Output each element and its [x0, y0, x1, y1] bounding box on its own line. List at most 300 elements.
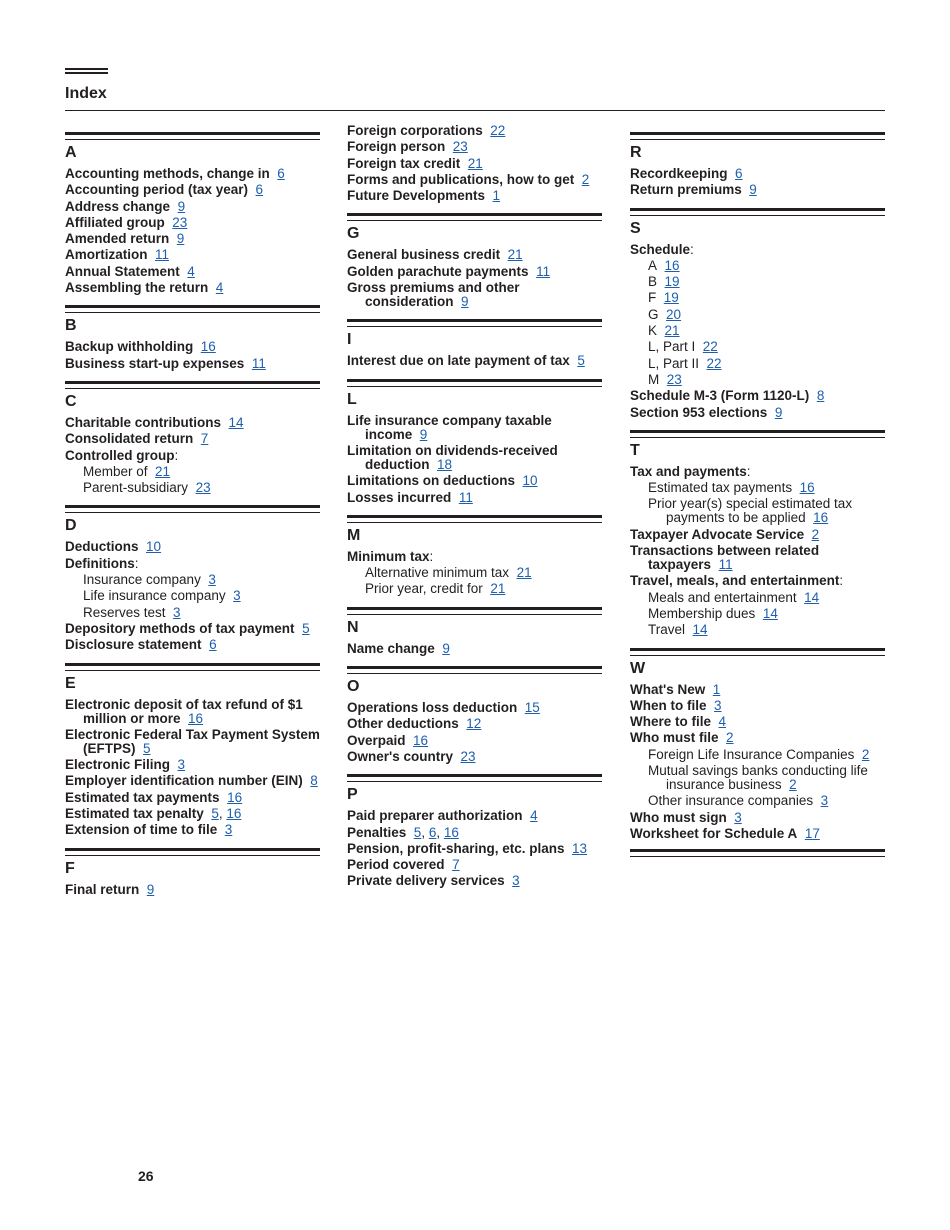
section-letter: R [630, 144, 642, 161]
index-entry: Controlled group: [65, 447, 179, 463]
page-link[interactable]: 6 [428, 824, 437, 840]
entry-term: Amended return [65, 231, 170, 247]
index-subentry [630, 259, 885, 275]
entry-term: Membership dues [648, 605, 756, 621]
page-link[interactable]: 22 [702, 339, 718, 355]
index-entry [347, 642, 602, 658]
page-link[interactable]: 20 [666, 306, 682, 322]
page-link[interactable]: 1 [712, 681, 721, 697]
index-entry [630, 406, 885, 422]
section-letter: T [630, 441, 640, 459]
section-letter: N [347, 618, 359, 636]
page-link[interactable]: 15 [524, 700, 540, 716]
page-link[interactable]: 17 [804, 825, 820, 841]
page-link[interactable]: 19 [663, 290, 679, 306]
section-letter: B [65, 317, 77, 335]
index-subentry [630, 764, 885, 794]
index-entry [65, 183, 320, 199]
index-entry [630, 731, 885, 747]
page-link[interactable]: 14 [692, 622, 708, 638]
entry-term: Amortization [65, 247, 148, 263]
section-rule [630, 648, 885, 656]
page-link[interactable]: 14 [762, 605, 778, 621]
index-subentry [65, 589, 320, 605]
page-link[interactable]: 4 [530, 808, 538, 824]
index-subentry [630, 623, 885, 639]
title-rule [65, 110, 885, 111]
entry-term: Assembling the return [65, 280, 209, 296]
index-entry [65, 416, 320, 432]
section-letter: L [347, 390, 357, 408]
page-link[interactable]: 6 [209, 637, 217, 653]
index-entry: Minimum tax: [347, 548, 434, 564]
index-entry [630, 389, 885, 405]
page-link[interactable]: 11 [536, 263, 551, 279]
index-entry [65, 540, 320, 556]
entry-term: Electronic deposit of tax refund of $1 million or more [65, 696, 303, 726]
section-rule [347, 515, 602, 523]
entry-term: Foreign Life Insurance Companies [648, 746, 855, 762]
index-entry: Estimated tax penalty 5, 16 [65, 806, 242, 822]
section-letter: P [347, 786, 358, 804]
page-link[interactable]: 2 [581, 171, 590, 187]
section-rule [65, 848, 320, 856]
entry-term: Life insurance company taxable income [347, 412, 552, 442]
page-link[interactable]: 23 [195, 480, 211, 496]
index-section-r [630, 132, 885, 200]
index-entry [347, 809, 602, 825]
page-link[interactable]: 9 [176, 231, 185, 247]
section-letter: A [65, 144, 77, 161]
index-entry [347, 717, 602, 733]
entry-term: Business start-up expenses [65, 355, 245, 371]
page-link[interactable]: 8 [310, 773, 318, 789]
entry-term: Mutual savings banks conducting life insurance business [648, 763, 868, 793]
entry-term: Travel, meals, and entertainment [630, 573, 840, 589]
page-link[interactable]: 21 [490, 581, 506, 597]
index-entry [65, 791, 320, 807]
page-link[interactable]: 14 [804, 589, 820, 605]
page-link[interactable]: 23 [666, 371, 682, 387]
index-section-c [65, 381, 320, 497]
index-subentry [630, 748, 885, 764]
index-entry [65, 774, 320, 790]
index-entry [347, 173, 602, 189]
index-entry [347, 701, 602, 717]
page-link[interactable]: 4 [215, 280, 224, 296]
page-link[interactable]: 16 [227, 789, 243, 805]
index-entry [65, 200, 320, 216]
entry-term: When to file [630, 697, 707, 713]
page-title: Index [65, 85, 107, 102]
section-rule [65, 132, 320, 140]
entry-term: Other deductions [347, 716, 459, 732]
header-rule-mark [65, 68, 108, 76]
section-letter: C [65, 392, 77, 410]
index-entry [65, 883, 320, 899]
index-subentry [630, 357, 885, 373]
entry-term: Recordkeeping [630, 166, 728, 181]
entry-term: Depository methods of tax payment [65, 620, 295, 636]
page-link[interactable]: 3 [734, 809, 742, 825]
page-link[interactable]: 22 [490, 123, 506, 138]
entry-term: Insurance company [83, 572, 201, 588]
page-link[interactable]: 5 [413, 824, 422, 840]
index-entry [630, 811, 885, 827]
section-rule [65, 505, 320, 513]
index-entry [347, 140, 602, 156]
entry-term: Electronic Federal Tax Payment System (EFTPS) [65, 726, 320, 756]
page-link[interactable]: 9 [177, 198, 186, 214]
page-link[interactable]: 9 [419, 426, 428, 442]
entry-term: Who must sign [630, 809, 727, 825]
page-link[interactable]: 21 [155, 463, 171, 479]
page-link[interactable]: 3 [233, 588, 241, 604]
entry-term: Operations loss deduction [347, 700, 518, 716]
entry-term: Section 953 elections [630, 404, 768, 420]
entry-term: Worksheet for Schedule A [630, 825, 798, 841]
index-subentry [630, 497, 885, 527]
index-entry [65, 698, 320, 728]
section-rule [630, 430, 885, 438]
entry-term: Other insurance companies [648, 793, 814, 809]
index-entry [630, 183, 885, 199]
entry-term: Estimated tax penalty [65, 806, 204, 822]
entry-term: Owner's country [347, 748, 453, 764]
entry-term: Who must file [630, 730, 719, 746]
page-link[interactable]: 2 [726, 730, 734, 746]
page-link[interactable]: 23 [460, 748, 476, 764]
page-link[interactable]: 16 [664, 257, 680, 273]
index-entry [347, 414, 602, 444]
entry-term: Foreign tax credit [347, 155, 461, 171]
page-link[interactable]: 2 [861, 746, 870, 762]
index-entry [347, 874, 602, 890]
index-entry [347, 124, 602, 140]
page-link[interactable]: 3 [224, 822, 233, 838]
index-subentry [630, 291, 885, 307]
section-letter: W [630, 659, 646, 677]
index-entry [347, 265, 602, 281]
section-letter: E [65, 674, 76, 692]
index-entry [347, 858, 602, 874]
index-section-b [65, 305, 320, 373]
entry-term: A [648, 257, 658, 273]
index-entry [65, 357, 320, 373]
page-number: 26 [138, 1168, 154, 1184]
entry-term: Consolidated return [65, 431, 194, 447]
section-letter: O [347, 678, 360, 696]
index-entry: Travel, meals, and entertainment: [630, 573, 844, 589]
section-letter: G [347, 225, 360, 243]
entry-term: General business credit [347, 247, 501, 263]
index-entry [65, 340, 320, 356]
entry-term: What's New [630, 681, 706, 697]
index-entry [65, 622, 320, 638]
entry-term: Limitation on dividends-received deduction [347, 442, 558, 472]
entry-term: Losses incurred [347, 489, 452, 505]
page-link[interactable]: 9 [461, 294, 469, 310]
page-link[interactable]: 10 [146, 539, 162, 555]
page-link[interactable]: 6 [277, 166, 285, 181]
entry-term: B [648, 274, 658, 290]
page-link[interactable]: 12 [466, 716, 482, 732]
entry-term: Final return [65, 881, 140, 897]
entry-term: K [648, 323, 658, 339]
page-link[interactable]: 3 [512, 873, 520, 889]
page-link[interactable]: 9 [749, 182, 757, 198]
page-link[interactable]: 3 [177, 757, 186, 773]
entry-term: Prior year(s) special estimated tax payments to be applied [648, 496, 853, 526]
entry-term: Accounting methods, change in [65, 166, 270, 181]
page-link[interactable]: 11 [458, 489, 473, 505]
page-link[interactable]: 9 [442, 640, 450, 656]
entry-term: G [648, 306, 659, 322]
page-link[interactable]: 1 [492, 188, 501, 204]
entry-term: Foreign corporations [347, 123, 483, 138]
entry-term: Overpaid [347, 732, 406, 748]
section-rule [347, 319, 602, 327]
page-link[interactable]: 23 [452, 139, 468, 155]
entry-term: Deductions [65, 539, 139, 555]
entry-term: Foreign person [347, 139, 446, 155]
entry-term: L, Part I [648, 339, 696, 355]
index-subentry [630, 607, 885, 623]
page-link[interactable]: 5 [302, 620, 310, 636]
entry-term: Limitations on deductions [347, 473, 515, 489]
index-entry [347, 354, 602, 370]
index-entry [347, 157, 602, 173]
index-section-i [347, 319, 602, 370]
index-subentry [347, 566, 602, 582]
entry-term: Extension of time to file [65, 822, 218, 838]
index-entry [65, 167, 320, 183]
page-link[interactable]: 11 [155, 247, 170, 263]
entry-term: Backup withholding [65, 339, 194, 355]
index-entry [65, 728, 320, 758]
page-link[interactable]: 21 [664, 323, 680, 339]
entry-term: Electronic Filing [65, 757, 171, 773]
index-entry: Penalties 5, 6, 16 [347, 824, 459, 840]
page-link[interactable]: 7 [452, 857, 460, 873]
index-section-s [630, 208, 885, 422]
page-link[interactable]: 16 [813, 510, 829, 526]
entry-term: Name change [347, 640, 435, 656]
page-link[interactable]: 3 [208, 572, 216, 588]
entry-term: Employer identification number (EIN) [65, 773, 303, 789]
index-entry [630, 167, 885, 183]
page-link[interactable]: 6 [255, 182, 264, 198]
index-entry [630, 528, 885, 544]
page-link[interactable]: 2 [811, 526, 820, 542]
index-subentry [347, 582, 602, 598]
index-entry [347, 189, 602, 205]
entry-term: Return premiums [630, 182, 742, 198]
section-rule [347, 774, 602, 782]
entry-term: Forms and publications, how to get [347, 171, 575, 187]
index-entry: Schedule: [630, 241, 694, 257]
index-entry [347, 248, 602, 264]
page-link[interactable]: 19 [664, 274, 680, 290]
index-column-3 [630, 124, 885, 860]
entry-term: Estimated tax payments [65, 789, 220, 805]
entry-term: Taxpayer Advocate Service [630, 526, 805, 542]
entry-term: Pension, profit-sharing, etc. plans [347, 840, 565, 856]
index-section-n [347, 607, 602, 658]
index-entry [347, 842, 602, 858]
section-letter: F [65, 859, 75, 877]
section-bottom-rule [630, 849, 885, 857]
page-link[interactable]: 5 [143, 740, 151, 756]
entry-term: Penalties [347, 824, 407, 840]
index-section-continued [347, 124, 602, 205]
index-entry [347, 444, 602, 474]
page-link[interactable]: 16 [413, 732, 429, 748]
page-link[interactable]: 10 [522, 473, 538, 489]
page-link[interactable]: 3 [714, 697, 722, 713]
index-entry [630, 683, 885, 699]
page-link[interactable]: 5 [211, 806, 219, 822]
index-entry [65, 232, 320, 248]
entry-term: Disclosure statement [65, 637, 202, 653]
index-section-o [347, 666, 602, 766]
page-link[interactable]: 6 [735, 166, 743, 181]
entry-term: Gross premiums and other consideration [347, 280, 520, 310]
index-section-d [65, 505, 320, 654]
index-section-l [347, 379, 602, 507]
index-entry: Tax and payments: [630, 463, 751, 479]
page-link[interactable]: 11 [718, 557, 733, 573]
page-link[interactable]: 21 [467, 155, 483, 171]
index-subentry [630, 591, 885, 607]
page-link[interactable]: 16 [200, 339, 216, 355]
page-link[interactable]: 11 [251, 355, 266, 371]
entry-term: Interest due on late payment of tax [347, 353, 570, 369]
section-letter: D [65, 517, 77, 535]
page-link[interactable]: 8 [816, 388, 825, 404]
section-rule [65, 305, 320, 313]
index-subentry [630, 373, 885, 389]
entry-term: F [648, 290, 657, 306]
index-entry [65, 432, 320, 448]
entry-term: Address change [65, 198, 171, 214]
section-rule [347, 666, 602, 674]
entry-term: Period covered [347, 857, 445, 873]
index-subentry [630, 324, 885, 340]
entry-term: Controlled group [65, 447, 175, 463]
index-entry [65, 216, 320, 232]
page-link[interactable]: 21 [507, 247, 523, 263]
page-link[interactable]: 5 [577, 353, 585, 369]
page-link[interactable]: 4 [718, 714, 727, 730]
page-link[interactable]: 7 [200, 431, 209, 447]
page-link[interactable]: 3 [173, 604, 181, 620]
index-section-p [347, 774, 602, 890]
entry-term: Affiliated group [65, 214, 165, 230]
index-subentry [630, 308, 885, 324]
page-link[interactable]: 16 [443, 824, 459, 840]
index-column-1 [65, 124, 320, 899]
entry-term: M [648, 371, 660, 387]
index-entry [347, 281, 602, 311]
entry-term: Meals and entertainment [648, 589, 797, 605]
index-section-e [65, 663, 320, 840]
index-entry [630, 827, 885, 843]
entry-term: Golden parachute payments [347, 263, 529, 279]
page-link[interactable]: 14 [228, 414, 244, 430]
section-rule [65, 663, 320, 671]
index-subentry [65, 481, 320, 497]
index-entry [65, 758, 320, 774]
entry-term: Private delivery services [347, 873, 505, 889]
section-letter: S [630, 219, 641, 237]
index-section-t [630, 430, 885, 640]
page-link[interactable]: 3 [820, 793, 829, 809]
entry-term: L, Part II [648, 355, 700, 371]
section-letter: M [347, 526, 361, 544]
index-section-f [65, 848, 320, 899]
page-link[interactable]: 4 [187, 263, 195, 279]
index-subentry [65, 573, 320, 589]
section-rule [65, 381, 320, 389]
page-link[interactable]: 21 [516, 565, 532, 581]
index-entry [347, 474, 602, 490]
entry-term: Where to file [630, 714, 712, 730]
index-entry [630, 699, 885, 715]
index-column-2 [347, 124, 602, 891]
entry-term: Member of [83, 463, 148, 479]
entry-term: Schedule [630, 241, 691, 257]
index-section-g [347, 213, 602, 311]
entry-term: Parent-subsidiary [83, 480, 189, 496]
entry-term: Reserves test [83, 604, 166, 620]
index-subentry [630, 481, 885, 497]
index-subentry [65, 606, 320, 622]
page-link[interactable]: 9 [146, 881, 155, 897]
section-rule [347, 607, 602, 615]
index-entry [630, 544, 885, 574]
section-rule [630, 208, 885, 216]
page-link[interactable]: 16 [188, 710, 204, 726]
index-entry [65, 638, 320, 654]
index-entry [347, 734, 602, 750]
entry-term: Minimum tax [347, 548, 430, 564]
index-section-m [347, 515, 602, 599]
entry-term: Travel [648, 622, 686, 638]
index-entry [65, 823, 320, 839]
index-entry [347, 750, 602, 766]
entry-term: Future Developments [347, 188, 486, 204]
entry-term: Life insurance company [83, 588, 226, 604]
page-link[interactable]: 13 [572, 840, 588, 856]
entry-term: Transactions between related taxpayers [630, 543, 820, 573]
index-entry [65, 265, 320, 281]
page-link[interactable]: 9 [774, 404, 783, 420]
entry-term: Prior year, credit for [365, 581, 483, 597]
page-link[interactable]: 16 [226, 806, 242, 822]
page-link[interactable]: 2 [789, 777, 797, 793]
entry-term: Annual Statement [65, 263, 180, 279]
index-subentry [630, 794, 885, 810]
page-link[interactable]: 23 [172, 214, 188, 230]
page-link[interactable]: 16 [799, 480, 815, 496]
index-entry [65, 248, 320, 264]
page-link[interactable]: 22 [706, 355, 722, 371]
index-entry [65, 281, 320, 297]
page-link[interactable]: 18 [437, 456, 453, 472]
index-subentry [630, 275, 885, 291]
entry-term: Alternative minimum tax [365, 565, 510, 581]
